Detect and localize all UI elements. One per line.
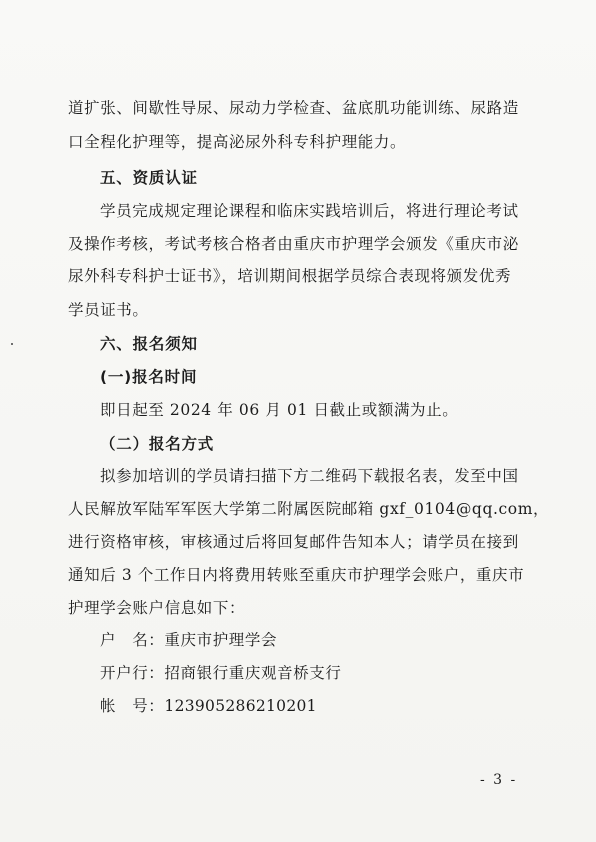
account-number-row xyxy=(100,696,317,716)
scan-speck xyxy=(11,343,13,345)
section-heading-registration: 六、报名须知 xyxy=(100,335,198,353)
body-line: 通知后 3 个工作日内将费用转账至重庆市护理学会账户，重庆市 xyxy=(68,566,525,584)
account-name-label: 户 名： xyxy=(100,631,165,649)
body-line: 及操作考核，考试考核合格者由重庆市护理学会颁发《重庆市泌 xyxy=(68,235,519,253)
body-line: 拟参加培训的学员请扫描下方二维码下载报名表，发至中国 xyxy=(100,467,519,485)
body-line-email: 人民解放军陆军军医大学第二附属医院邮箱 gxf_0104@qq.com， xyxy=(68,500,550,518)
subsection-heading-time: (一)报名时间 xyxy=(100,368,198,386)
body-line: 尿外科专科护士证书》，培训期间根据学员综合表现将颁发优秀 xyxy=(68,267,512,285)
account-number-label: 帐 号： xyxy=(100,697,165,715)
account-number-value: 123905286210201 xyxy=(164,697,317,715)
subsection-heading-method: （二）报名方式 xyxy=(100,435,215,453)
body-line: 道扩张、间歇性导尿、尿动力学检查、盆底肌功能训练、尿路造 xyxy=(68,99,519,117)
section-heading-qualification: 五、资质认证 xyxy=(100,169,198,187)
account-name-value: 重庆市护理学会 xyxy=(164,631,278,649)
body-line: 学员完成规定理论课程和临床实践培训后，将进行理论考试 xyxy=(100,202,519,220)
account-name-row xyxy=(100,630,277,650)
body-line: 口全程化护理等，提高泌尿外科专科护理能力。 xyxy=(68,133,407,151)
page-number: - 3 - xyxy=(480,772,518,788)
account-bank-row xyxy=(100,663,342,683)
body-line: 护理学会账户信息如下： xyxy=(68,599,246,617)
body-line: 学员证书。 xyxy=(68,301,149,319)
account-bank-label: 开户行： xyxy=(100,664,165,682)
registration-time-text: 即日起至 2024 年 06 月 01 日截止或额满为止。 xyxy=(100,401,459,419)
account-bank-value: 招商银行重庆观音桥支行 xyxy=(164,664,342,682)
body-line: 进行资格审核，审核通过后将回复邮件告知本人；请学员在接到 xyxy=(68,533,519,551)
